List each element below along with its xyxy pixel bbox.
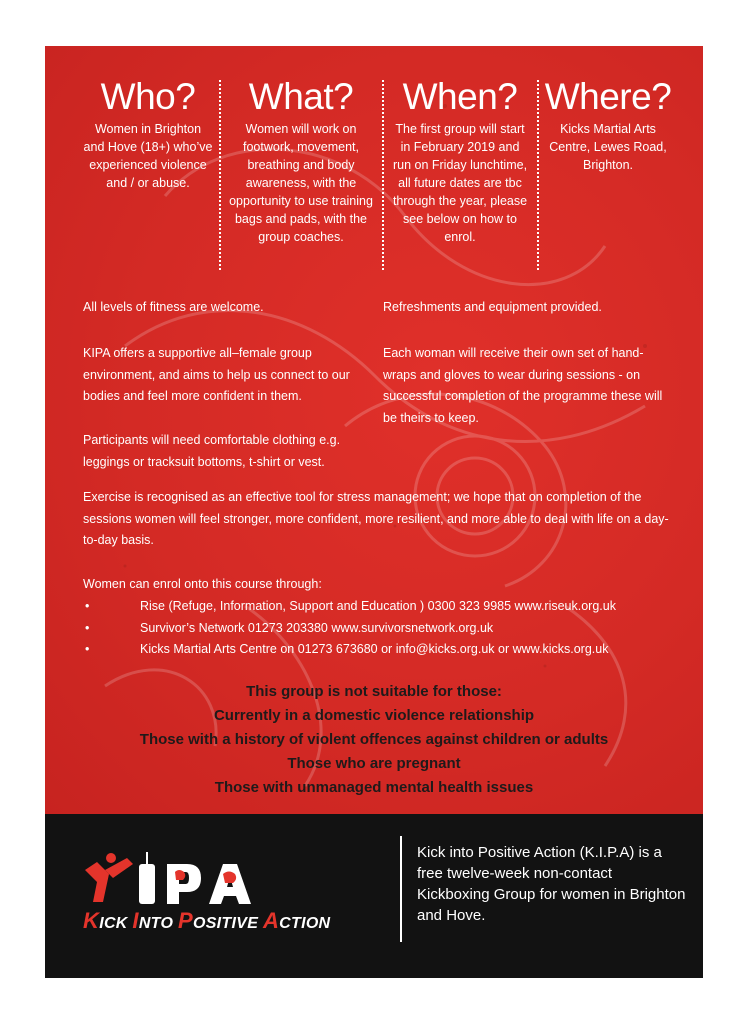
flyer-page [45, 46, 703, 978]
hand-wraps-text: Each woman will receive their own set of hand-wraps and gloves to wear during sessions - on successful completion of the programme these will be theirs to keep. [383, 346, 663, 425]
enrol-list [83, 596, 683, 661]
clothing-text: Participants will need comfortable clothing e.g. leggings or tracksuit bottoms, t-shirt or vest. [83, 433, 341, 469]
logo-tagline: KICK INTO POSITIVE ACTION [83, 908, 331, 933]
notice-item: Those with unmanaged mental health issues [214, 779, 534, 796]
kipa-environment-text: KIPA offers a supportive all–female group environment, and aims to help us connect to our bodies and feel more confident in them. [83, 346, 350, 403]
where-column [543, 76, 673, 174]
survivors-network-contact: Survivor’s Network 01273 203380 www.survivorsnetwork.org.uk [140, 620, 494, 635]
about-kipa-text: Kick into Positive Action (K.I.P.A) is a free twelve-week non-contact Kickboxing Group for women in Brighton and Hove. [417, 844, 686, 924]
when-column [390, 76, 530, 246]
when-text: The first group will start in February 2019 and run on Friday lunchtime, all future dates are tbc through the year, please see below on how to enrol. [392, 122, 528, 244]
column-divider [382, 80, 384, 270]
footer-divider [400, 836, 402, 942]
fitness-text: All levels of fitness are welcome. [83, 300, 264, 314]
what-column [228, 76, 374, 246]
what-heading: What? [248, 76, 354, 117]
who-heading: Who? [100, 76, 196, 117]
column-divider [537, 80, 539, 270]
kicks-contact: Kicks Martial Arts Centre on 01273 673680 or info@kicks.org.uk or www.kicks.org.uk [140, 642, 609, 656]
what-text: Women will work on footwork, movement, breathing and body awareness, with the opportunity to use training bags and pads, with the group coaches. [229, 122, 373, 244]
enrol-intro: Women can enrol onto this course through: [83, 577, 322, 591]
notice-item: Currently in a domestic violence relationship [213, 707, 535, 724]
refreshments-text: Refreshments and equipment provided. [383, 300, 602, 314]
where-heading: Where? [544, 76, 672, 117]
where-text: Kicks Martial Arts Centre, Lewes Road, Brighton. [549, 122, 667, 172]
rise-contact: Rise (Refuge, Information, Support and Education ) 0300 323 9985 www.riseuk.org.uk [140, 599, 616, 613]
who-column [83, 76, 213, 192]
bullet-icon: • [85, 599, 90, 613]
notice-item: Those with a history of violent offences against children or adults [139, 731, 609, 748]
bullet-icon: • [85, 642, 90, 656]
who-text: Women in Brighton and Hove (18+) who’ve experienced violence and / or abuse. [83, 122, 213, 190]
list-item [83, 639, 683, 661]
column-divider [219, 80, 221, 270]
notice-item: Those who are pregnant [287, 755, 461, 772]
exercise-text: Exercise is recognised as an effective tool for stress management; we hope that on completion of the sessions women will feel stronger, more confident, more resilient, and more able to deal with life on a day-to-day basis. [83, 490, 669, 547]
kipa-wordmark-graphic [83, 852, 383, 908]
list-item [83, 618, 683, 640]
when-heading: When? [402, 76, 518, 117]
kipa-logo [83, 852, 383, 942]
notice-title: This group is not suitable for those: [246, 683, 502, 700]
not-suitable-notice [45, 680, 703, 800]
footer-panel [45, 814, 703, 978]
red-info-panel [45, 46, 703, 814]
bullet-icon: • [85, 620, 90, 635]
list-item [83, 596, 683, 618]
